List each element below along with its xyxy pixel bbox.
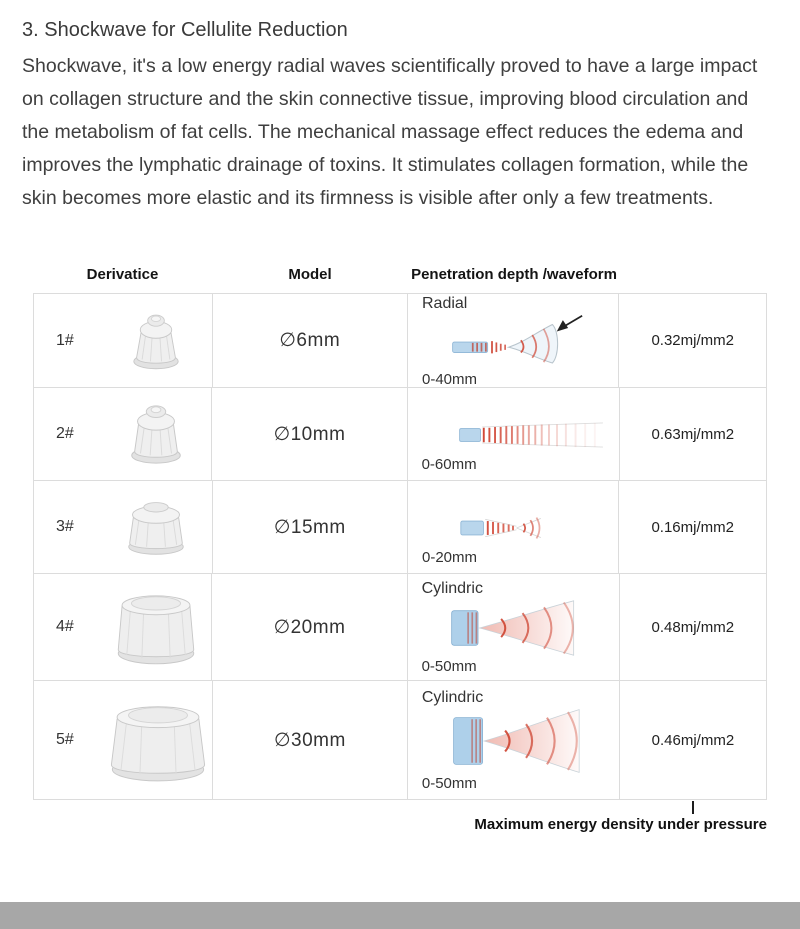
tip-number: 5# [56,731,74,748]
waveform-type-label [422,394,619,415]
derivatice-cell [34,294,213,387]
waveform-type-label: Radial [421,294,468,312]
pointer-line [692,801,694,814]
energy-density-value: 0.46mj/mm2 [651,731,735,749]
energy-density-value: 0.32mj/mm2 [651,332,734,349]
waveform-cell [408,574,620,680]
applicator-tip-image [100,496,212,558]
table-row [34,481,766,574]
energy-cell [619,294,766,387]
derivatice-cell [34,681,213,799]
model-value: ∅30mm [274,729,346,751]
waveform-cell [408,294,619,387]
footnote [33,800,767,833]
energy-cell [619,481,766,573]
waveform-cell [408,681,620,799]
model-value: ∅6mm [279,330,341,351]
model-value: ∅20mm [273,616,346,638]
penetration-depth: 0-60mm [421,456,477,473]
table-row [34,388,766,481]
energy-cell [620,388,766,480]
waveform-type-label: Cylindric [421,689,484,706]
section-heading: 3. Shockwave for Cellulite Reduction [22,19,348,41]
waveform-type-label: Cylindric [421,580,483,597]
energy-cell [620,681,766,799]
derivatice-cell [34,388,212,480]
table-row [34,294,766,388]
spec-table [33,293,767,800]
applicator-tip-image [100,696,216,784]
description-paragraph: Shockwave, it's a low energy radial waves scientifically proved to have a large impact on collagen structure and the skin connective tissue, improving blood circulation and the metabolism of fat cells. The mechanical massage effect reduces the edema and improves the lymphatic drainage of toxins. It stimulates collagen formation, while the skin becomes more elastic and its firmness is visible after only a few treatments. [22,55,758,209]
table-header-row [33,265,767,285]
col-header-empty [620,265,767,285]
waveform-illustration [422,708,619,774]
applicator-tip-image [100,401,211,467]
waveform-illustration [422,508,618,548]
col-header-model: Model [288,266,332,283]
model-cell [213,681,408,799]
waveform-illustration [422,415,619,455]
table-row [34,681,766,799]
col-header-penetration: Penetration depth /waveform [411,266,617,283]
energy-density-value: 0.48mj/mm2 [651,618,735,636]
tip-number: 4# [56,618,74,635]
penetration-depth: 0-50mm [421,775,477,792]
tip-number: 1# [56,331,74,349]
waveform-illustration [422,314,618,370]
table-row [34,574,766,681]
applicator-tip-image [100,587,211,667]
tip-number: 2# [56,425,74,442]
penetration-depth: 0-50mm [421,658,477,675]
model-value: ∅15mm [273,516,346,538]
energy-density-value: 0.63mj/mm2 [651,425,735,443]
model-cell [212,388,407,480]
model-value: ∅10mm [273,423,346,445]
tip-number: 3# [56,518,74,535]
derivatice-cell [34,574,212,680]
waveform-type-label [422,487,618,508]
waveform-illustration [422,599,619,657]
energy-density-value: 0.16mj/mm2 [651,518,734,536]
bottom-bar [0,902,800,929]
penetration-depth: 0-40mm [421,370,477,388]
model-cell [213,481,408,573]
penetration-depth: 0-20mm [421,549,477,566]
waveform-cell [408,481,619,573]
applicator-tip-image [100,309,212,373]
model-cell [213,294,408,387]
energy-cell [620,574,766,680]
footnote-text: Maximum energy density under pressure [474,816,767,833]
derivatice-cell [34,481,213,573]
model-cell [212,574,407,680]
col-header-derivatice: Derivatice [86,266,159,283]
pointer-arrow-icon [557,315,582,331]
waveform-cell [408,388,620,480]
